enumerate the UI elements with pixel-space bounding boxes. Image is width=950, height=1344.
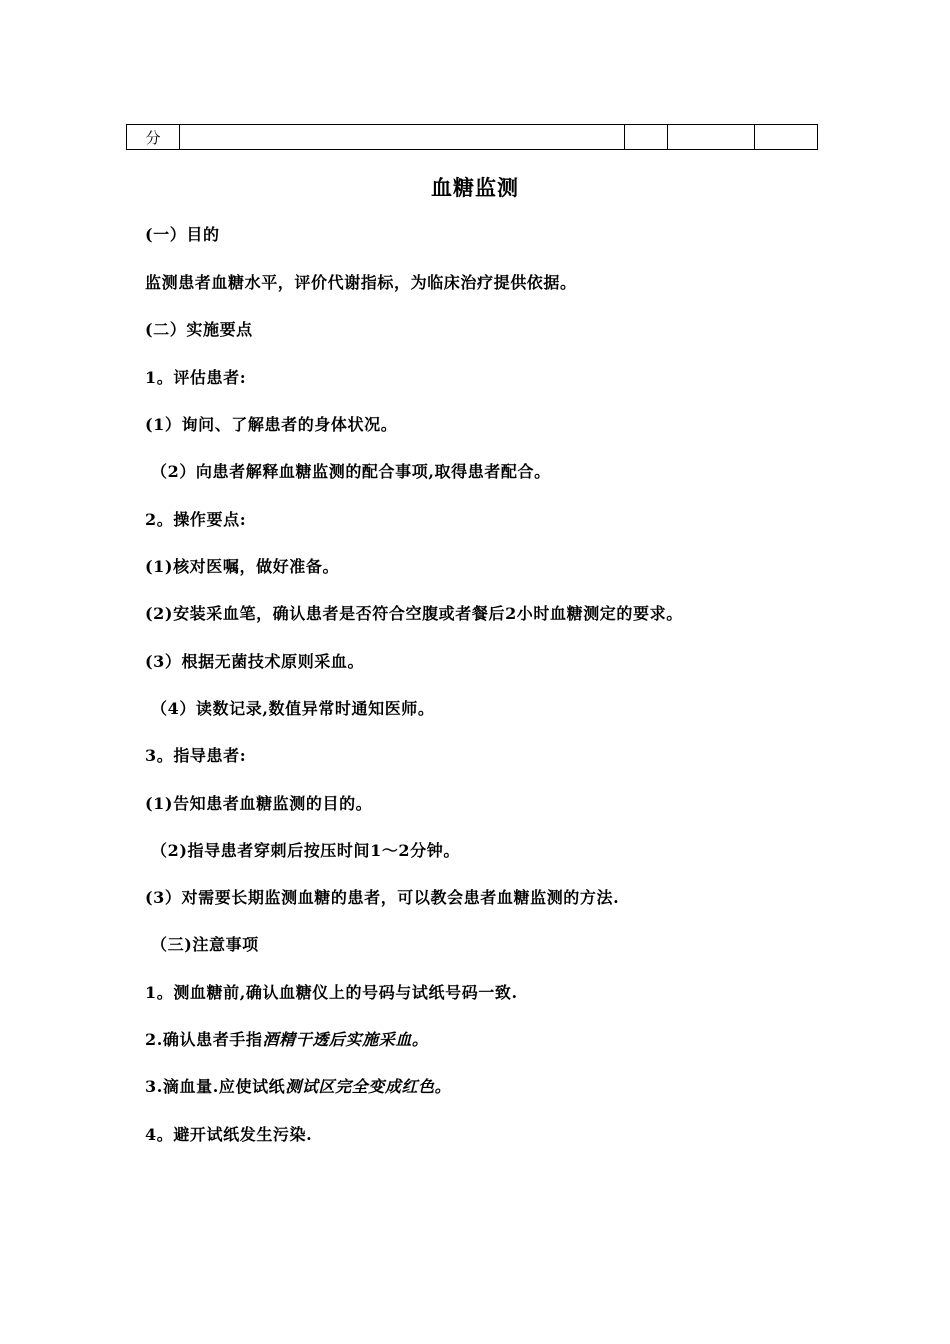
list-item-text: 3.滴血量.应使试纸 xyxy=(145,1077,286,1096)
score-table xyxy=(126,124,818,150)
table-cell xyxy=(625,125,668,150)
table-row xyxy=(127,125,818,150)
subheading-guide-patient: 3。指导患者: xyxy=(145,746,247,765)
list-item xyxy=(145,1027,429,1050)
list-item: 1。测血糖前,确认血糖仪上的号码与试纸号码一致. xyxy=(145,983,518,1002)
list-item: (2)安装采血笔，确认患者是否符合空腹或者餐后2小时血糖测定的要求。 xyxy=(145,604,683,623)
subheading-operation-points: 2。操作要点: xyxy=(145,510,247,529)
section-heading-precautions: （三)注意事项 xyxy=(151,935,259,954)
list-item: (1)告知患者血糖监测的目的。 xyxy=(145,794,373,813)
list-item: (3）对需要长期监测血糖的患者，可以教会患者血糖监测的方法. xyxy=(145,888,620,907)
section-heading-purpose: (一）目的 xyxy=(145,225,220,244)
list-item: （4）读数记录,数值异常时通知医师。 xyxy=(151,699,435,718)
document-title: 血糖监测 xyxy=(431,176,519,200)
table-cell xyxy=(180,125,625,150)
list-item-italic-text: 酒精干透后实施采血。 xyxy=(262,1030,429,1049)
list-item xyxy=(145,1074,451,1097)
table-cell xyxy=(668,125,755,150)
list-item: (1)核对医嘱，做好准备。 xyxy=(145,557,340,576)
table-cell xyxy=(755,125,818,150)
paragraph-purpose: 监测患者血糖水平，评价代谢指标，为临床治疗提供依据。 xyxy=(145,273,577,292)
section-heading-key-points: (二）实施要点 xyxy=(145,320,253,339)
list-item: （2)指导患者穿刺后按压时间1～2分钟。 xyxy=(151,841,460,860)
list-item: (1）询问、了解患者的身体状况。 xyxy=(145,415,398,434)
list-item: (3）根据无菌技术原则采血。 xyxy=(145,652,365,671)
subheading-assess-patient: 1。评估患者: xyxy=(145,368,247,387)
list-item-text: 2.确认患者手指 xyxy=(145,1030,263,1049)
table-cell-score-label: 分 xyxy=(127,125,180,150)
list-item: （2）向患者解释血糖监测的配合事项,取得患者配合。 xyxy=(151,462,551,481)
list-item: 4。避开试纸发生污染. xyxy=(145,1125,313,1144)
list-item-italic-text: 测试区完全变成红色。 xyxy=(285,1077,452,1096)
